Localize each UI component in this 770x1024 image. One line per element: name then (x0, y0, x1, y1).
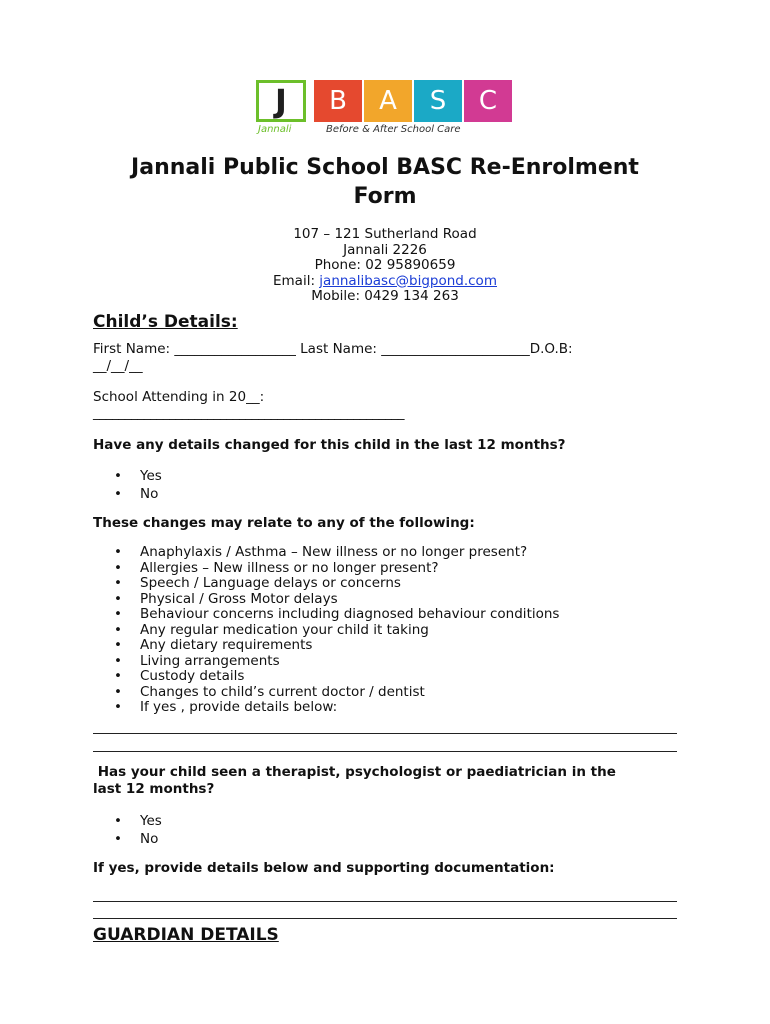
details-fill-line-2[interactable] (93, 751, 677, 752)
list-item: • Any dietary requirements (110, 638, 559, 654)
address-mobile: Mobile: 0429 134 263 (311, 288, 459, 304)
option-no[interactable]: • No (110, 830, 162, 848)
logo-tile-j: J (256, 80, 306, 122)
logo-tile-b: B (314, 80, 362, 122)
list-item: • Anaphylaxis / Asthma – New illness or no longer present? (110, 545, 559, 561)
email-link[interactable]: jannalibasc@bigpond.com (319, 272, 497, 289)
list-item: • Physical / Gross Motor delays (110, 592, 559, 608)
list-item: • Custody details (110, 669, 559, 685)
option-yes[interactable]: • Yes (110, 467, 162, 485)
address-street: 107 – 121 Sutherland Road (293, 226, 477, 242)
list-item: • Speech / Language delays or concerns (110, 576, 559, 592)
page-title (85, 153, 685, 211)
logo-tile-c: C (464, 80, 512, 122)
childs-details-heading: Child’s Details: (93, 312, 238, 332)
address-phone: Phone: 02 95890659 (314, 257, 456, 273)
list-item: • Allergies – New illness or no longer present? (110, 561, 559, 577)
option-no[interactable]: • No (110, 485, 162, 503)
list-item: • Behaviour concerns including diagnosed behaviour conditions (110, 607, 559, 623)
list-item: • Any regular medication your child it taking (110, 623, 559, 639)
school-attending-label: School Attending in 20__: (93, 389, 265, 405)
supporting-fill-line-2[interactable] (93, 918, 677, 919)
address-block (85, 227, 685, 305)
address-email-row (85, 274, 685, 290)
changes-heading: These changes may relate to any of the following: (93, 515, 475, 531)
list-item: • If yes , provide details below: (110, 700, 559, 716)
details-changed-question: Have any details changed for this child in the last 12 months? (93, 437, 566, 453)
logo-caption-tagline: Before & After School Care (326, 124, 461, 135)
supporting-fill-line-1[interactable] (93, 901, 677, 902)
option-yes[interactable]: • Yes (110, 812, 162, 830)
email-label: Email: (273, 272, 320, 289)
title-line-1: Jannali Public School BASC Re-Enrolment (131, 155, 639, 180)
therapist-question-line-2: last 12 months? (93, 781, 215, 797)
therapist-options (110, 812, 162, 848)
details-changed-options (110, 467, 162, 503)
details-fill-line-1[interactable] (93, 733, 677, 734)
title-line-2: Form (353, 184, 417, 209)
list-item: • Changes to child’s current doctor / dentist (110, 685, 559, 701)
school-attending-field[interactable]: _________________________________________________ (93, 405, 405, 421)
guardian-details-heading: GUARDIAN DETAILS (93, 925, 279, 945)
logo-tile-a: A (364, 80, 412, 122)
therapist-question-line-1: Has your child seen a therapist, psychologist or paediatrician in the (93, 764, 616, 780)
logo-tile-s: S (414, 80, 462, 122)
name-dob-field-line[interactable]: First Name: __________________ Last Name: ______________________D.O.B: (93, 341, 573, 357)
logo-caption-jannali: Jannali (258, 124, 292, 135)
list-item: • Living arrangements (110, 654, 559, 670)
dob-field-line[interactable]: __/__/__ (93, 358, 143, 374)
address-suburb: Jannali 2226 (343, 241, 427, 258)
changes-list (110, 545, 559, 716)
supporting-docs-label: If yes, provide details below and supporting documentation: (93, 860, 555, 876)
basc-logo (256, 80, 512, 138)
